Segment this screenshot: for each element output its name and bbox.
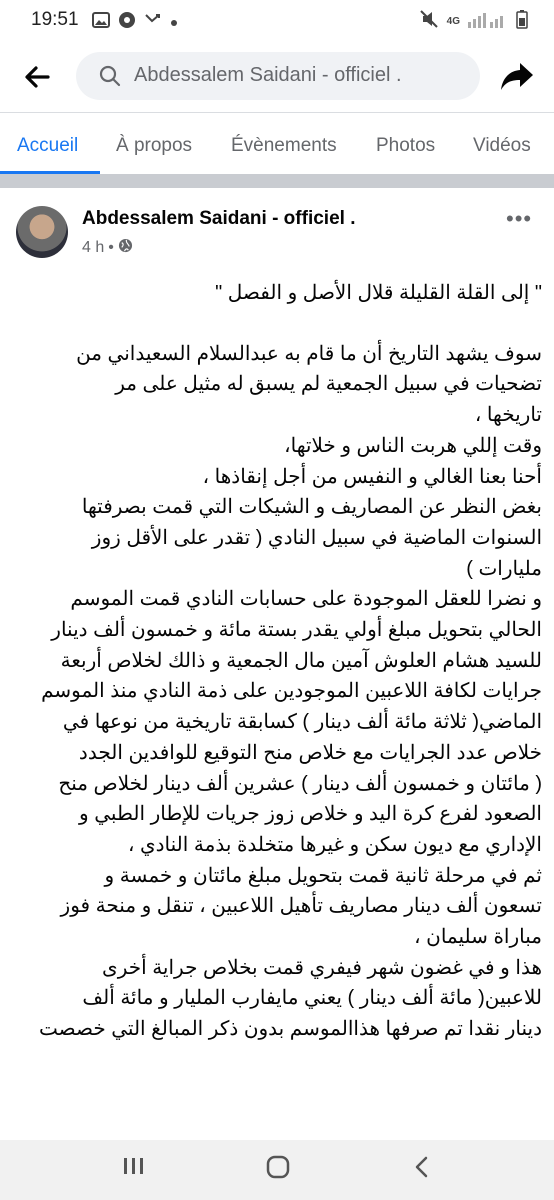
post-time[interactable]: 4 h — [82, 239, 105, 256]
dot-icon — [170, 14, 178, 32]
post-line: دينار نقدا تم صرفها هذاالموسم بدون ذكر المبالغ التي خصصت — [39, 1018, 542, 1041]
post-author[interactable]: Abdessalem Saidani - officiel . — [82, 208, 356, 229]
recent-apps-icon[interactable] — [122, 1155, 144, 1182]
post-line: ثم في مرحلة ثانية قمت بتحويل مبلغ مائتان و خمسة و — [104, 864, 542, 887]
status-bar — [0, 0, 554, 40]
network-label: 4G — [446, 16, 460, 27]
post-line: الحالي بتحويل مبلغ أولي يقدر بستة مائة و خمسون ألف دينار — [51, 619, 542, 642]
signal-icon — [468, 10, 508, 33]
post-line: للسيد هشام العلوش آمين مال الجمعية و ذالك لخلاص أربعة — [60, 649, 542, 672]
home-icon[interactable] — [266, 1155, 290, 1184]
post-line: خلاص عدد الجرايات مع خلاص منح التوقيع للوافدين الجدد — [78, 741, 542, 764]
post-line: و نضرا للعقل الموجودة على حسابات النادي قمت الموسم — [70, 588, 542, 611]
search-bar[interactable] — [76, 52, 480, 100]
tab-photos[interactable]: Photos — [376, 135, 436, 156]
post-line: الصعود لفرع كرة اليد و خلاص زوز جريات للإطار الطبي و — [79, 803, 542, 826]
search-icon — [98, 64, 122, 93]
post-line: جرايات لكافة اللاعبين الموجودين على ذمة النادي منذ الموسم — [41, 680, 542, 703]
post-line: تضحيات في سبيل الجمعية لم يسبق له مثيل على مر — [115, 373, 542, 396]
post-line: السنوات الماضية في سبيل النادي ( تقدر على الأقل زوز — [91, 526, 542, 549]
more-icon[interactable]: ••• — [506, 206, 533, 231]
globe-icon — [118, 238, 133, 258]
post-line: مباراة سليمان ، — [414, 926, 542, 949]
post-blank-line — [14, 309, 542, 339]
post-line: سوف يشهد التاريخ أن ما قام به عبدالسلام السعيداني من — [76, 342, 542, 365]
tab-videos[interactable]: Vidéos — [473, 135, 531, 156]
avatar[interactable] — [16, 206, 68, 258]
post-line: بغض النظر عن المصاريف و الشيكات التي قمت بصرفتها — [81, 496, 542, 519]
post-line: ( مائتان و خمسون ألف دينار ) عشرين ألف دينار لخلاص منح — [58, 772, 542, 795]
tab-accueil[interactable]: Accueil — [17, 135, 79, 156]
page-tabs — [0, 112, 554, 175]
gallery-icon — [92, 12, 110, 33]
meta-dot: • — [108, 239, 114, 256]
post-line: تاريخها ، — [474, 404, 542, 427]
post-meta — [82, 238, 133, 258]
tab-evenements[interactable]: Évènements — [231, 135, 337, 156]
battery-icon — [516, 9, 528, 34]
search-input-text[interactable]: Abdessalem Saidani - officiel . — [134, 64, 402, 86]
post-line: هذا و في غضون شهر فيفري قمت بخلاص جراية أخرى — [102, 956, 542, 979]
post-text — [14, 278, 542, 1045]
section-divider — [0, 174, 554, 188]
mute-icon — [419, 9, 439, 34]
football-icon — [118, 11, 136, 34]
status-time: 19:51 — [31, 9, 79, 30]
search-header — [0, 40, 554, 112]
post-line: وقت إللي هربت الناس و خلاتها، — [284, 434, 542, 457]
share-icon[interactable] — [500, 60, 534, 97]
post-line: أحنا بعنا الغالي و النفيس من أجل إنقاذها ، — [202, 465, 542, 488]
post-card — [0, 188, 554, 1140]
post-line: للاعبين( مائة ألف دينار ) يعني مايفارب المليار و مائة ألف — [82, 987, 542, 1010]
post-line: الإداري مع ديون سكن و غيرها متخلدة بذمة النادي ، — [127, 833, 542, 856]
back-arrow-icon[interactable] — [22, 62, 52, 92]
nav-back-icon[interactable] — [412, 1155, 432, 1184]
post-line: مليارات ) — [466, 557, 542, 580]
post-line: الماضي( ثلاثة مائة ألف دينار ) كسابقة تاريخية من نوعها في — [62, 711, 542, 734]
tab-a-propos[interactable]: À propos — [116, 135, 193, 156]
missed-call-icon — [144, 13, 162, 32]
post-line: تسعون ألف دينار مصاريف تأهيل اللاعبين ، تنقل و منحة فوز — [60, 895, 542, 918]
android-nav-bar — [0, 1140, 554, 1200]
post-line: " إلى القلة القليلة قلال الأصل و الفصل " — [215, 282, 542, 304]
